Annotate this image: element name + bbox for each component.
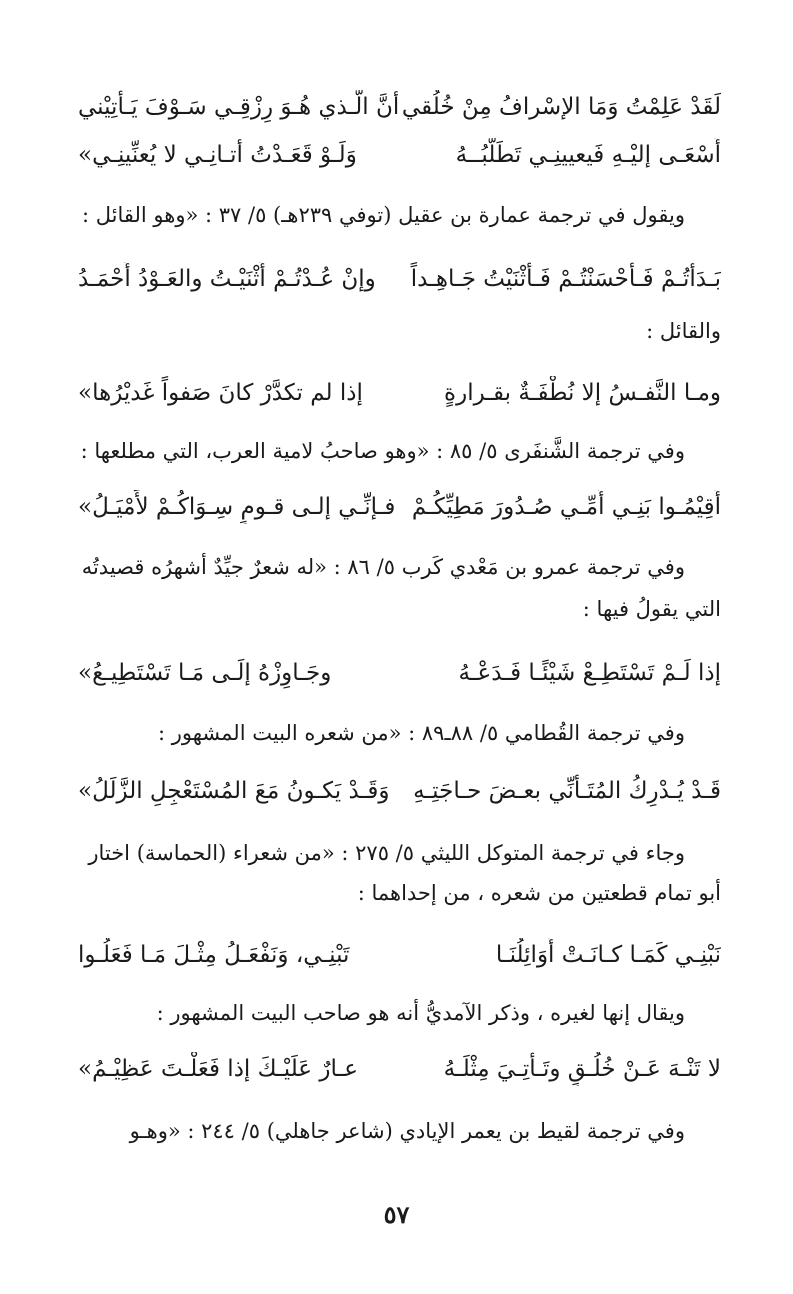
verse-6-left-hemistich: وَقَـدْ يَكـونُ مَعَ المُسْتَعْجِلِ الزَّلَلُ» bbox=[78, 778, 390, 804]
verse-6 bbox=[78, 774, 721, 808]
verse-7-right-hemistich: نَبْنِـي كَمَـا كـانَـتْ أَوَائِلُنَـا bbox=[495, 942, 721, 968]
verse-5-left-hemistich: وجَـاوِزْهُ إلَـى مَـا تَسْتَطِيـعُ» bbox=[78, 660, 332, 686]
prose-paragraph-3: وفي ترجمة الشَّنفَرى ٥/ ٨٥ : «وهو صاحبُ لامية العرب، التي مطلعها : bbox=[80, 439, 685, 463]
prose-paragraph-6-line-1: وجاء في ترجمة المتوكل الليثي ٥/ ٢٧٥ : «من شعراء (الحماسة) اختار bbox=[88, 841, 685, 865]
prose-paragraph-4-line-1: وفي ترجمة عمرو بن مَعْدي كَرب ٥/ ٨٦ : «له شعرٌ جيِّدٌ أشهرُه قصيدتُه bbox=[81, 555, 685, 579]
verse-8-right-hemistich: لا تَنْـهَ عَـنْ خُلُـقٍ وتَـأْتِـيَ مِثْلَـهُ bbox=[443, 1056, 721, 1082]
verse-8-left-hemistich: عـارٌ عَلَيْـكَ إذا فَعَلْـتَ عَظِيْـمُ» bbox=[78, 1056, 358, 1082]
prose-paragraph-6-line-2: أبو تمام قطعتين من شعره ، من إحداهما : bbox=[357, 881, 721, 905]
verse-5-right-hemistich: إذا لَـمْ تَسْتَطِـعْ شَيْئًـا فَـدَعْـهُ bbox=[458, 660, 721, 686]
verse-3-right-hemistich: ومـا النَّفـسُ إلا نُطْفَـةٌ بقـرارةٍ bbox=[444, 380, 721, 406]
prose-paragraph-7: ويقال إنها لغيره ، وذكر الآمديُّ أنه هو صاحب البيت المشهور : bbox=[156, 1001, 685, 1025]
verse-3-left-hemistich: إذا لم تكدَّرْ كانَ صَفواً غَديْرُها» bbox=[78, 380, 363, 406]
verse-1-line-2 bbox=[78, 138, 721, 172]
verse-8 bbox=[78, 1052, 721, 1086]
verse-1-line-1 bbox=[78, 90, 721, 124]
prose-paragraph-2: والقائل : bbox=[646, 319, 721, 343]
verse-4 bbox=[78, 490, 721, 524]
verse-1b-right-hemistich: أَسْعَـى إليْـهِ فَيعيينِـي تَطَلُّبُــهُ bbox=[455, 142, 721, 168]
verse-5 bbox=[78, 656, 721, 690]
prose-paragraph-8: وفي ترجمة لقيط بن يعمر الإيادي (شاعر جاهلي) ٥/ ٢٤٤ : «وهـو bbox=[129, 1119, 685, 1143]
prose-paragraph-4-line-2: التي يقولُ فيها : bbox=[582, 597, 721, 621]
verse-2-right-hemistich: بَـدَأْتُـمْ فَـأَحْسَنْتُـمْ فَـأَثْنَيْتُ جَـاهِـداً bbox=[410, 266, 721, 292]
verse-7-left-hemistich: تَبْنِـي، وَنَفْعَـلُ مِثْـلَ مَـا فَعَلُـوا bbox=[78, 942, 350, 968]
verse-1a-left-hemistich: أنَّ الَّـذي هُـوَ رِزْقِـي سَـوْفَ يَـأْتِيْني bbox=[78, 94, 400, 120]
verse-1b-left-hemistich: وَلَـوْ قَعَـدْتُ أتـانِـي لا يُعنِّينِـي» bbox=[78, 142, 357, 168]
prose-paragraph-5: وفي ترجمة القُطامي ٥/ ٨٨ـ٨٩ : «من شعره البيت المشهور : bbox=[158, 721, 685, 745]
verse-7 bbox=[78, 938, 721, 972]
verse-2 bbox=[78, 262, 721, 296]
verse-1a-right-hemistich: لَقَدْ عَلِمْتُ وَمَا الإسْرافُ مِنْ خُلُقي bbox=[401, 94, 721, 120]
page-number: ٥٧ bbox=[383, 1200, 410, 1229]
verse-3 bbox=[78, 376, 721, 410]
verse-2-left-hemistich: وإنْ عُـدْتُـمْ أَثْنَيْـتُ والعَـوْدُ أَحْمَـدُ bbox=[78, 266, 376, 292]
prose-paragraph-1: ويقول في ترجمة عمارة بن عقيل (توفي ٢٣٩هـ) ٥/ ٣٧ : «وهو القائل : bbox=[81, 203, 685, 227]
verse-6-right-hemistich: قَـدْ يُـدْرِكُ المُتَـأَنِّي بعـضَ حـاجَتِـهِ bbox=[413, 778, 721, 804]
verse-4-right-hemistich: أَقِيْمُـوا بَنِـي أُمِّـي صُـدُورَ مَطِيِّكُـمْ bbox=[411, 494, 721, 520]
verse-4-left-hemistich: فـإنِّـي إلـى قـومٍ سِـوَاكُـمْ لأَمْيَـلُ» bbox=[78, 494, 396, 520]
